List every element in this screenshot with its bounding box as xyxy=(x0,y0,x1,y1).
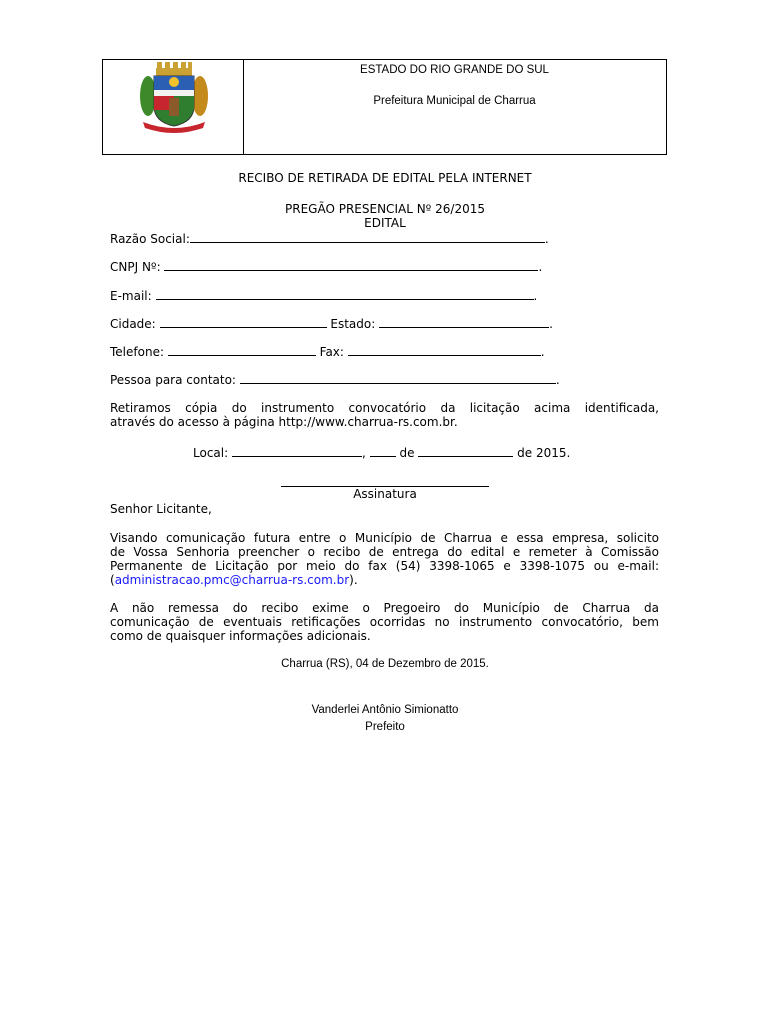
email-link[interactable]: administracao.pmc@charrua-rs.com.br xyxy=(114,573,350,587)
contato-field: Pessoa para contato: . xyxy=(110,373,560,387)
pregao-number: PREGÃO PRESENCIAL Nº 26/2015 xyxy=(285,202,485,216)
mayor-role: Prefeito xyxy=(365,721,405,733)
email-blank[interactable] xyxy=(156,287,534,300)
municipal-coat-of-arms-logo xyxy=(139,62,209,134)
greeting: Senhor Licitante, xyxy=(110,502,212,516)
local-blank[interactable] xyxy=(232,444,362,457)
cidade-estado-field: Cidade: Estado: . xyxy=(110,317,553,331)
mayor-name: Vanderlei Antônio Simionatto xyxy=(311,704,459,716)
contato-label: Pessoa para contato: xyxy=(110,373,236,387)
local-label: Local: xyxy=(193,446,229,460)
signature-label: Assinatura xyxy=(353,487,417,501)
email-field: E-mail: . xyxy=(110,289,538,303)
place-date: Charrua (RS), 04 de Dezembro de 2015. xyxy=(281,658,489,670)
logo-cell xyxy=(103,60,244,154)
fax-label: Fax: xyxy=(319,345,344,359)
cnpj-label: CNPJ Nº: xyxy=(110,260,161,274)
razao-social-blank[interactable] xyxy=(190,230,545,243)
razao-social-field: Razão Social: . xyxy=(110,232,549,246)
estado-label: Estado: xyxy=(330,317,376,331)
razao-social-label: Razão Social: xyxy=(110,232,190,246)
fax-blank[interactable] xyxy=(348,343,541,356)
month-blank[interactable] xyxy=(418,444,513,457)
retiramos-paragraph: Retiramos cópia do instrumento convocatório da licitação acima identificada, através do acesso à página http://www.charrua-rs.com.br. xyxy=(110,401,659,429)
state-name: ESTADO DO RIO GRANDE DO SUL xyxy=(360,64,549,76)
edital-label: EDITAL xyxy=(364,216,406,230)
email-label: E-mail: xyxy=(110,289,152,303)
estado-blank[interactable] xyxy=(379,315,549,328)
prefecture-name: Prefeitura Municipal de Charrua xyxy=(373,95,536,107)
telefone-label: Telefone: xyxy=(110,345,164,359)
visando-paragraph: Visando comunicação futura entre o Município de Charrua e essa empresa, solicito de Vossa Senhoria preencher o recibo de entrega do edital e remeter à Comissão Permanente de Licitação por meio do fax (54) 3398-1065 e 3398-1075 ou e-mail: (administracao.pmc@charrua-rs.com.br). xyxy=(110,531,659,587)
cnpj-blank[interactable] xyxy=(164,258,538,271)
letterhead xyxy=(102,59,667,155)
contato-blank[interactable] xyxy=(240,371,556,384)
cidade-blank[interactable] xyxy=(160,315,327,328)
document-title: RECIBO DE RETIRADA DE EDITAL PELA INTERNET xyxy=(238,171,532,185)
cnpj-field: CNPJ Nº: . xyxy=(110,260,543,274)
telefone-blank[interactable] xyxy=(168,343,316,356)
telefone-fax-field: Telefone: Fax: . xyxy=(110,345,545,359)
local-date-line: Local: , de de 2015. xyxy=(193,446,571,460)
day-blank[interactable] xyxy=(370,444,396,457)
cidade-label: Cidade: xyxy=(110,317,156,331)
nao-remessa-paragraph: A não remessa do recibo exime o Pregoeiro do Município de Charrua da comunicação de eventuais retificações ocorridas no instrumento convocatório, bem como de quaisquer informações adicionais. xyxy=(110,601,659,643)
